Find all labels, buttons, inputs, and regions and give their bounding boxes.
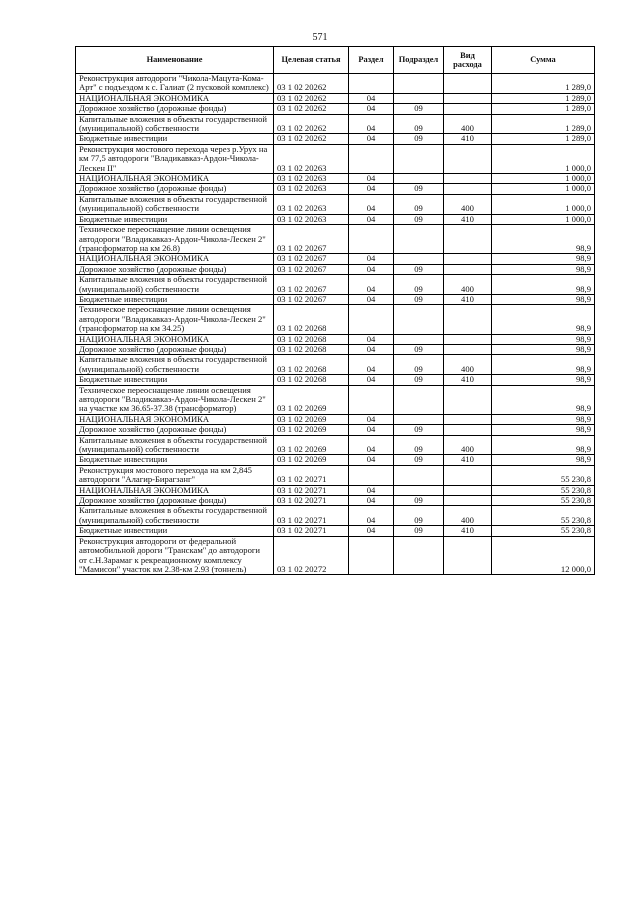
cell-section: 04 <box>349 174 394 184</box>
cell-sum: 98,9 <box>492 344 595 354</box>
cell-section: 04 <box>349 334 394 344</box>
cell-section: 04 <box>349 264 394 274</box>
cell-sum: 98,9 <box>492 225 595 254</box>
cell-sum: 1 000,0 <box>492 214 595 224</box>
cell-subsection: 09 <box>394 355 444 375</box>
cell-code: 03 1 02 20262 <box>274 93 349 103</box>
cell-section: 04 <box>349 275 394 295</box>
cell-name: Капитальные вложения в объекты государственной (муниципальной) собственности <box>76 114 274 134</box>
cell-section: 04 <box>349 194 394 214</box>
cell-subsection <box>394 465 444 485</box>
cell-code: 03 1 02 20268 <box>274 375 349 385</box>
cell-subsection <box>394 174 444 184</box>
cell-subsection: 09 <box>394 506 444 526</box>
cell-sum: 1 289,0 <box>492 104 595 114</box>
cell-expense <box>444 334 492 344</box>
budget-table <box>75 46 595 575</box>
cell-expense <box>444 174 492 184</box>
cell-section: 04 <box>349 184 394 194</box>
cell-sum: 98,9 <box>492 254 595 264</box>
cell-subsection: 09 <box>394 194 444 214</box>
cell-section <box>349 385 394 414</box>
cell-subsection: 09 <box>394 104 444 114</box>
table-row <box>76 104 595 114</box>
cell-expense <box>444 465 492 485</box>
cell-subsection: 09 <box>394 134 444 144</box>
cell-section: 04 <box>349 344 394 354</box>
cell-sum: 1 289,0 <box>492 93 595 103</box>
table-row <box>76 194 595 214</box>
cell-section <box>349 536 394 575</box>
cell-name: Дорожное хозяйство (дорожные фонды) <box>76 344 274 354</box>
cell-subsection: 09 <box>394 455 444 465</box>
table-row <box>76 254 595 264</box>
cell-section: 04 <box>349 214 394 224</box>
cell-code: 03 1 02 20268 <box>274 344 349 354</box>
cell-expense <box>444 536 492 575</box>
cell-name: НАЦИОНАЛЬНАЯ ЭКОНОМИКА <box>76 174 274 184</box>
cell-code: 03 1 02 20269 <box>274 455 349 465</box>
cell-code: 03 1 02 20267 <box>274 264 349 274</box>
cell-expense: 410 <box>444 455 492 465</box>
table-row <box>76 425 595 435</box>
table-row <box>76 485 595 495</box>
cell-expense <box>444 93 492 103</box>
cell-expense: 410 <box>444 375 492 385</box>
table-row <box>76 455 595 465</box>
table-row <box>76 225 595 254</box>
cell-section: 04 <box>349 506 394 526</box>
cell-name: Бюджетные инвестиции <box>76 526 274 536</box>
table-row <box>76 465 595 485</box>
cell-expense: 410 <box>444 134 492 144</box>
cell-sum: 98,9 <box>492 275 595 295</box>
cell-expense <box>444 74 492 94</box>
cell-section: 04 <box>349 435 394 455</box>
cell-name: Бюджетные инвестиции <box>76 375 274 385</box>
cell-expense <box>444 485 492 495</box>
cell-subsection: 09 <box>394 184 444 194</box>
table-row <box>76 344 595 354</box>
cell-section: 04 <box>349 134 394 144</box>
cell-expense <box>444 425 492 435</box>
cell-section: 04 <box>349 93 394 103</box>
table-row <box>76 355 595 375</box>
cell-name: Реконструкция мостового перехода на км 2,845 автодороги "Алагир-Бирагзанг" <box>76 465 274 485</box>
cell-code: 03 1 02 20262 <box>274 134 349 144</box>
cell-subsection <box>394 254 444 264</box>
table-row <box>76 375 595 385</box>
cell-name: Техническое переоснащение линии освещения автодороги "Владикавказ-Ардон-Чикола-Лескен 2" на участке км 36.65-37.38 (трансформатор) <box>76 385 274 414</box>
cell-code: 03 1 02 20268 <box>274 355 349 375</box>
cell-subsection <box>394 414 444 424</box>
cell-section <box>349 225 394 254</box>
cell-name: Реконструкция автодороги "Чикола-Мацута-Кома-Арт" с подъездом к с. Галиат (2 пусковой комплекс) <box>76 74 274 94</box>
cell-section <box>349 305 394 334</box>
cell-sum: 55 230,8 <box>492 485 595 495</box>
cell-subsection <box>394 536 444 575</box>
cell-subsection: 09 <box>394 264 444 274</box>
cell-code: 03 1 02 20267 <box>274 275 349 295</box>
cell-expense: 400 <box>444 506 492 526</box>
header-sum: Сумма <box>492 47 595 74</box>
cell-name: Дорожное хозяйство (дорожные фонды) <box>76 496 274 506</box>
cell-name: НАЦИОНАЛЬНАЯ ЭКОНОМИКА <box>76 254 274 264</box>
cell-expense: 410 <box>444 214 492 224</box>
table-row <box>76 264 595 274</box>
cell-code: 03 1 02 20271 <box>274 485 349 495</box>
cell-section <box>349 144 394 173</box>
cell-name: Техническое переоснащение линии освещения автодороги "Владикавказ-Ардон-Чикола-Лескен 2" (трансформатор на км 26.8) <box>76 225 274 254</box>
cell-sum: 98,9 <box>492 455 595 465</box>
cell-code: 03 1 02 20271 <box>274 465 349 485</box>
cell-subsection: 09 <box>394 375 444 385</box>
cell-expense <box>444 144 492 173</box>
cell-sum: 98,9 <box>492 435 595 455</box>
table-row <box>76 334 595 344</box>
table-row <box>76 214 595 224</box>
cell-expense <box>444 344 492 354</box>
cell-name: Реконструкция мостового перехода через р.Урух на км 77,5 автодороги "Владикавказ-Ардон-Чикола-Лескен II" <box>76 144 274 173</box>
cell-expense: 400 <box>444 275 492 295</box>
table-row <box>76 294 595 304</box>
cell-name: НАЦИОНАЛЬНАЯ ЭКОНОМИКА <box>76 334 274 344</box>
cell-code: 03 1 02 20269 <box>274 435 349 455</box>
cell-name: НАЦИОНАЛЬНАЯ ЭКОНОМИКА <box>76 93 274 103</box>
cell-sum: 98,9 <box>492 385 595 414</box>
cell-name: Техническое переоснащение линии освещения автодороги "Владикавказ-Ардон-Чикола-Лескен 2" (трансформатор на км 34.25) <box>76 305 274 334</box>
cell-subsection <box>394 144 444 173</box>
cell-name: НАЦИОНАЛЬНАЯ ЭКОНОМИКА <box>76 414 274 424</box>
cell-code: 03 1 02 20269 <box>274 425 349 435</box>
header-name: Наименование <box>76 47 274 74</box>
cell-expense: 400 <box>444 355 492 375</box>
cell-subsection <box>394 485 444 495</box>
cell-expense <box>444 496 492 506</box>
cell-sum: 1 000,0 <box>492 174 595 184</box>
cell-sum: 98,9 <box>492 375 595 385</box>
cell-expense <box>444 184 492 194</box>
cell-section: 04 <box>349 355 394 375</box>
cell-expense <box>444 225 492 254</box>
cell-sum: 1 000,0 <box>492 194 595 214</box>
cell-expense <box>444 414 492 424</box>
cell-name: Капитальные вложения в объекты государственной (муниципальной) собственности <box>76 355 274 375</box>
cell-section: 04 <box>349 294 394 304</box>
cell-section <box>349 465 394 485</box>
cell-expense: 410 <box>444 526 492 536</box>
cell-expense <box>444 385 492 414</box>
table-row <box>76 74 595 94</box>
cell-name: Бюджетные инвестиции <box>76 455 274 465</box>
cell-subsection <box>394 225 444 254</box>
cell-name: Дорожное хозяйство (дорожные фонды) <box>76 104 274 114</box>
table-row <box>76 305 595 334</box>
cell-sum: 98,9 <box>492 264 595 274</box>
cell-sum: 1 289,0 <box>492 134 595 144</box>
cell-name: Капитальные вложения в объекты государственной (муниципальной) собственности <box>76 194 274 214</box>
cell-subsection <box>394 334 444 344</box>
cell-sum: 98,9 <box>492 294 595 304</box>
cell-subsection: 09 <box>394 114 444 134</box>
cell-subsection: 09 <box>394 435 444 455</box>
cell-code: 03 1 02 20263 <box>274 214 349 224</box>
cell-expense <box>444 254 492 264</box>
header-subsection: Подраздел <box>394 47 444 74</box>
cell-code: 03 1 02 20271 <box>274 506 349 526</box>
cell-name: Реконструкция автодороги от федеральной автомобильной дороги "Транскам" до автодороги от с.Н.Зарамаг к рекреационному комплексу "Мамисон" участок км 2.38-км 2.93 (тоннель) <box>76 536 274 575</box>
cell-sum: 1 000,0 <box>492 184 595 194</box>
cell-code: 03 1 02 20271 <box>274 496 349 506</box>
cell-subsection: 09 <box>394 275 444 295</box>
table-row <box>76 435 595 455</box>
cell-code: 03 1 02 20267 <box>274 225 349 254</box>
cell-sum: 55 230,8 <box>492 496 595 506</box>
page-number: 571 <box>312 32 328 43</box>
cell-code: 03 1 02 20271 <box>274 526 349 536</box>
cell-code: 03 1 02 20272 <box>274 536 349 575</box>
cell-section: 04 <box>349 496 394 506</box>
cell-code: 03 1 02 20268 <box>274 334 349 344</box>
table-row <box>76 506 595 526</box>
cell-name: НАЦИОНАЛЬНАЯ ЭКОНОМИКА <box>76 485 274 495</box>
cell-subsection: 09 <box>394 425 444 435</box>
header-section: Раздел <box>349 47 394 74</box>
cell-section: 04 <box>349 485 394 495</box>
cell-sum: 55 230,8 <box>492 506 595 526</box>
cell-section: 04 <box>349 104 394 114</box>
table-row <box>76 184 595 194</box>
cell-code: 03 1 02 20263 <box>274 194 349 214</box>
cell-subsection <box>394 74 444 94</box>
cell-sum: 55 230,8 <box>492 526 595 536</box>
cell-sum: 98,9 <box>492 355 595 375</box>
cell-subsection <box>394 385 444 414</box>
cell-sum: 98,9 <box>492 414 595 424</box>
cell-section: 04 <box>349 375 394 385</box>
cell-code: 03 1 02 20262 <box>274 114 349 134</box>
cell-code: 03 1 02 20268 <box>274 305 349 334</box>
cell-sum: 98,9 <box>492 334 595 344</box>
cell-sum: 98,9 <box>492 425 595 435</box>
table-header-row <box>76 47 595 74</box>
cell-name: Капитальные вложения в объекты государственной (муниципальной) собственности <box>76 435 274 455</box>
cell-sum: 98,9 <box>492 305 595 334</box>
table-row <box>76 93 595 103</box>
cell-subsection: 09 <box>394 344 444 354</box>
table-row <box>76 174 595 184</box>
table-row <box>76 275 595 295</box>
table-row <box>76 526 595 536</box>
cell-sum: 1 000,0 <box>492 144 595 173</box>
cell-name: Бюджетные инвестиции <box>76 134 274 144</box>
cell-code: 03 1 02 20269 <box>274 414 349 424</box>
table-row <box>76 536 595 575</box>
cell-expense <box>444 305 492 334</box>
cell-section: 04 <box>349 425 394 435</box>
cell-expense <box>444 104 492 114</box>
cell-section: 04 <box>349 114 394 134</box>
table-row <box>76 144 595 173</box>
cell-name: Бюджетные инвестиции <box>76 294 274 304</box>
cell-name: Дорожное хозяйство (дорожные фонды) <box>76 264 274 274</box>
cell-code: 03 1 02 20263 <box>274 184 349 194</box>
cell-subsection <box>394 93 444 103</box>
cell-expense: 410 <box>444 294 492 304</box>
table-row <box>76 134 595 144</box>
cell-sum: 1 289,0 <box>492 114 595 134</box>
cell-code: 03 1 02 20267 <box>274 254 349 264</box>
table-row <box>76 114 595 134</box>
cell-code: 03 1 02 20263 <box>274 144 349 173</box>
cell-expense: 400 <box>444 114 492 134</box>
header-expense: Вид расхода <box>444 47 492 74</box>
cell-code: 03 1 02 20262 <box>274 104 349 114</box>
cell-code: 03 1 02 20262 <box>274 74 349 94</box>
table-row <box>76 385 595 414</box>
cell-section: 04 <box>349 254 394 264</box>
cell-subsection: 09 <box>394 214 444 224</box>
cell-name: Капитальные вложения в объекты государственной (муниципальной) собственности <box>76 275 274 295</box>
cell-code: 03 1 02 20267 <box>274 294 349 304</box>
cell-section: 04 <box>349 455 394 465</box>
cell-code: 03 1 02 20263 <box>274 174 349 184</box>
cell-sum: 55 230,8 <box>492 465 595 485</box>
cell-section <box>349 74 394 94</box>
cell-subsection <box>394 305 444 334</box>
cell-name: Бюджетные инвестиции <box>76 214 274 224</box>
cell-section: 04 <box>349 526 394 536</box>
cell-sum: 12 000,0 <box>492 536 595 575</box>
cell-subsection: 09 <box>394 496 444 506</box>
header-code: Целевая статья <box>274 47 349 74</box>
cell-expense: 400 <box>444 194 492 214</box>
table-row <box>76 496 595 506</box>
cell-sum: 1 289,0 <box>492 74 595 94</box>
cell-name: Капитальные вложения в объекты государственной (муниципальной) собственности <box>76 506 274 526</box>
cell-name: Дорожное хозяйство (дорожные фонды) <box>76 425 274 435</box>
cell-subsection: 09 <box>394 294 444 304</box>
cell-subsection: 09 <box>394 526 444 536</box>
cell-section: 04 <box>349 414 394 424</box>
cell-expense <box>444 264 492 274</box>
cell-expense: 400 <box>444 435 492 455</box>
cell-code: 03 1 02 20269 <box>274 385 349 414</box>
table-row <box>76 414 595 424</box>
cell-name: Дорожное хозяйство (дорожные фонды) <box>76 184 274 194</box>
